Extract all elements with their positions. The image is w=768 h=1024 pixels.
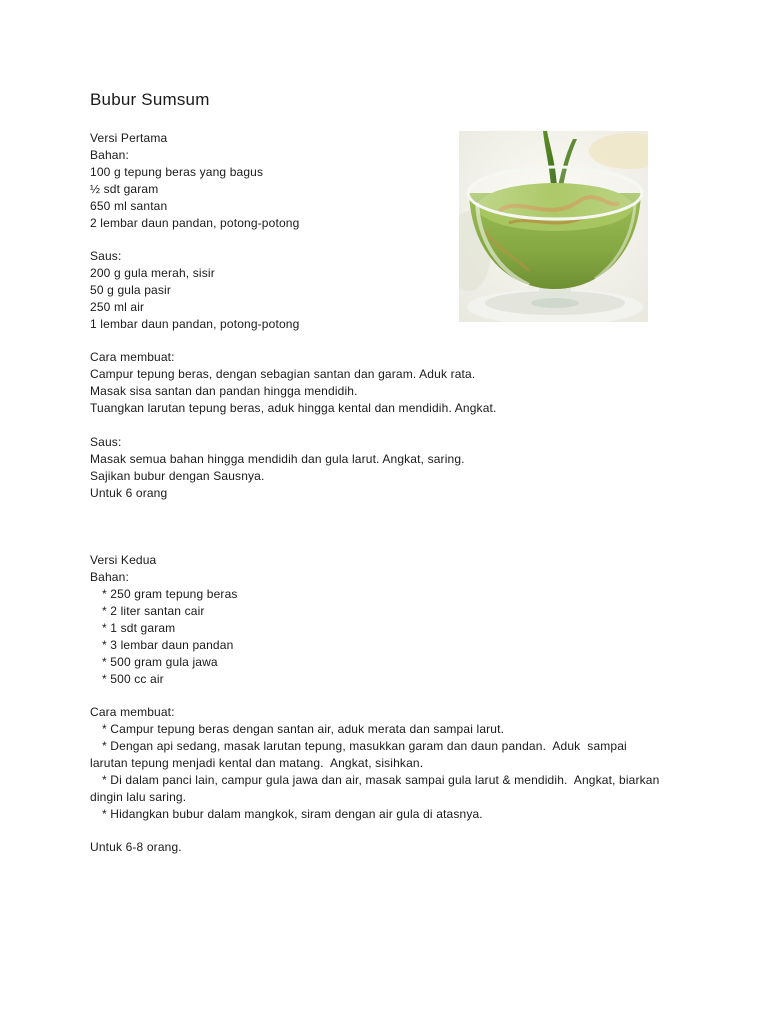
step-line: Tuangkan larutan tepung beras, aduk hingga kental dan mendidih. Angkat. [90, 401, 497, 415]
bubur-sumsum-photo-graphic [459, 131, 648, 322]
cara-label: Cara membuat: [90, 350, 175, 364]
versi-pertama-heading: Versi Pertama [90, 131, 168, 145]
ingredient-bullet: * 2 liter santan cair [102, 604, 205, 618]
versi-pertama-cara-section [90, 349, 690, 417]
ingredient-bullet: * 3 lembar daun pandan [102, 638, 234, 652]
versi-kedua-cara-section [90, 704, 690, 823]
step-bullet: * Di dalam panci lain, campur gula jawa dan air, masak sampai gula larut & mendidih. Angkat, biarkan [102, 773, 660, 787]
ingredient-bullet: * 250 gram tepung beras [102, 587, 238, 601]
step-line: Campur tepung beras, dengan sebagian santan dan garam. Aduk rata. [90, 367, 476, 381]
step-bullet: * Dengan api sedang, masak larutan tepung, masukkan garam dan daun pandan. Aduk sampai [102, 739, 627, 753]
ingredient-line: 650 ml santan [90, 199, 168, 213]
serving-line: Untuk 6 orang [90, 486, 168, 500]
cara-label: Cara membuat: [90, 705, 175, 719]
versi-kedua-heading: Versi Kedua [90, 553, 157, 567]
versi-pertama-saus-steps-section [90, 434, 690, 502]
ingredient-bullet: * 500 cc air [102, 672, 164, 686]
ingredient-line: 100 g tepung beras yang bagus [90, 165, 264, 179]
ingredient-line: 50 g gula pasir [90, 283, 171, 297]
bahan-label: Bahan: [90, 570, 129, 584]
ingredient-line: 250 ml air [90, 300, 145, 314]
step-continuation: dingin lalu saring. [90, 790, 187, 804]
ingredient-line: ½ sdt garam [90, 182, 159, 196]
step-continuation: larutan tepung menjadi kental dan matang. Angkat, sisihkan. [90, 756, 424, 770]
step-bullet: * Hidangkan bubur dalam mangkok, siram dengan air gula di atasnya. [102, 807, 483, 821]
step-line: Masak sisa santan dan pandan hingga mendidih. [90, 384, 358, 398]
saus-label: Saus: [90, 249, 122, 263]
ingredient-bullet: * 500 gram gula jawa [102, 655, 218, 669]
bahan-label: Bahan: [90, 148, 129, 162]
ingredient-line: 1 lembar daun pandan, potong-potong [90, 317, 300, 331]
step-line: Sajikan bubur dengan Sausnya. [90, 469, 265, 483]
recipe-title: Bubur Sumsum [90, 90, 210, 109]
serving-line: Untuk 6-8 orang. [90, 840, 182, 854]
ingredient-bullet: * 1 sdt garam [102, 621, 176, 635]
versi-kedua-serving-section [90, 839, 690, 856]
step-bullet: * Campur tepung beras dengan santan air, aduk merata dan sampai larut. [102, 722, 505, 736]
ingredient-line: 200 g gula merah, sisir [90, 266, 215, 280]
saus-steps-label: Saus: [90, 435, 122, 449]
ingredient-line: 2 lembar daun pandan, potong-potong [90, 216, 300, 230]
versi-kedua-bahan-section [90, 552, 690, 688]
bubur-sumsum-photo [459, 131, 648, 322]
step-line: Masak semua bahan hingga mendidih dan gula larut. Angkat, saring. [90, 452, 465, 466]
